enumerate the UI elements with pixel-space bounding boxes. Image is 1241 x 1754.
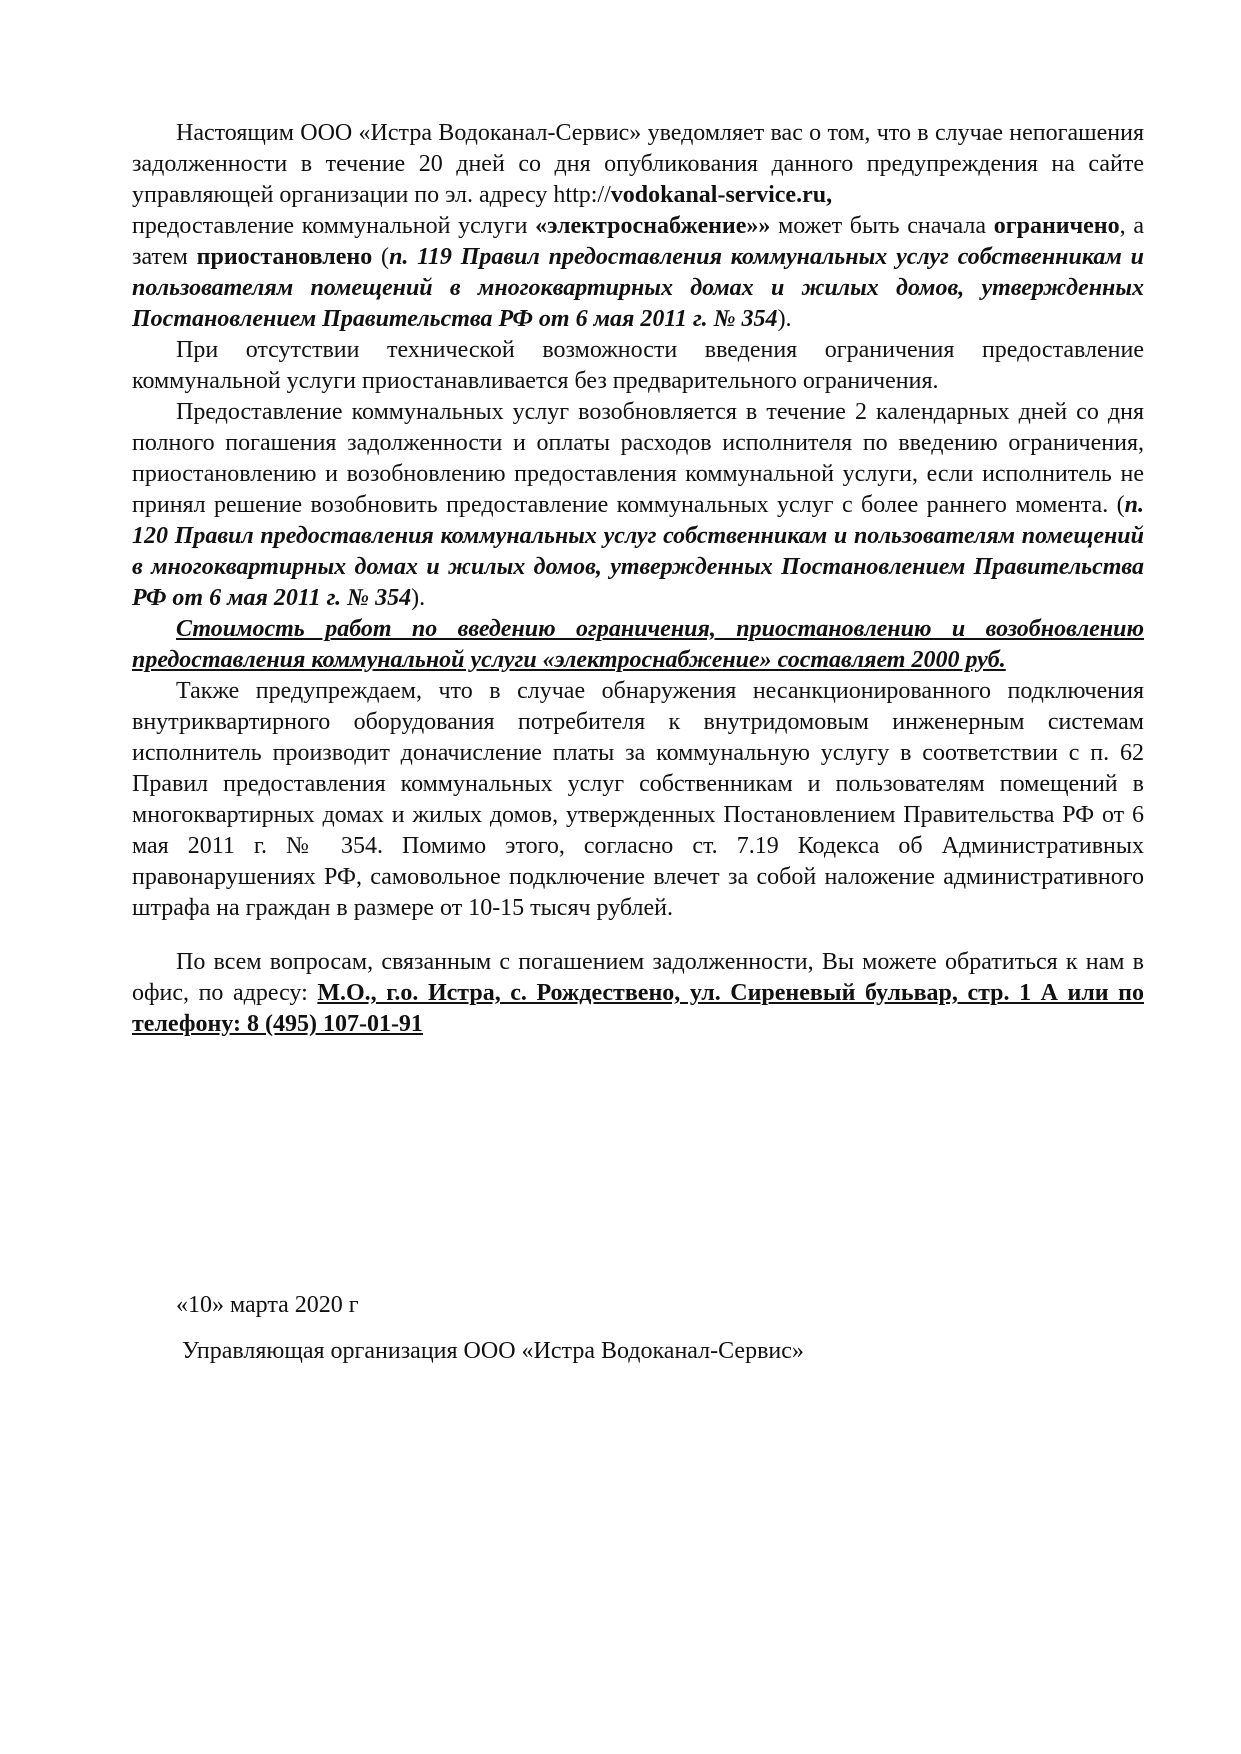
- rule-119-reference: п. 119 Правил предоставления коммунальных услуг собственникам и пользователям помещений в многоквартирных домах и жилых домов, утвержденных Постановлением Правительства РФ от 6 мая 2011 г. № 354: [132, 244, 1144, 332]
- paragraph-unauthorized-connection: [132, 676, 1144, 924]
- rule-120-reference: п. 120 Правил предоставления коммунальных услуг собственникам и пользователям помещений в многоквартирных домах и жилых домов, утвержденных Постановлением Правительства РФ от 6 мая 2011 г. № 354: [132, 492, 1144, 611]
- limitation-text-4: (: [372, 244, 390, 270]
- paragraph-contact: [132, 947, 1144, 1040]
- notice-body: [132, 118, 1144, 1040]
- cost-statement: Стоимость работ по введению ограничения, приостановлению и возобновлению предоставления коммунальной услуги «электроснабжение» составляет 2000 руб.: [132, 616, 1144, 673]
- office-address-phone: М.О., г.о. Истра, с. Рождествено, ул. Сиреневый бульвар, стр. 1 А или по телефону: 8 (495) 107-01-91: [132, 980, 1144, 1037]
- resumption-text-2: ).: [411, 585, 426, 611]
- limitation-text-5: ).: [777, 306, 792, 332]
- no-technical-text: При отсутствии технической возможности введения ограничения предоставление коммунальной услуги приостанавливается без предварительного ограничения.: [132, 337, 1144, 394]
- paragraph-service-limitation: [132, 211, 1144, 335]
- website-link[interactable]: vodokanal-service.ru,: [610, 182, 833, 208]
- paragraph-notice-intro: [132, 118, 1144, 211]
- suspended-word: приостановлено: [196, 244, 373, 270]
- limited-word: ограничено: [993, 213, 1120, 239]
- document-date: «10» марта 2020 г: [176, 1292, 359, 1318]
- contact-text: По всем вопросам, связанным с погашением задолженности, Вы можете обратиться к нам в офис, по адресу:: [132, 949, 1144, 1006]
- paragraph-cost: [132, 614, 1144, 676]
- unauthorized-text: Также предупреждаем, что в случае обнаружения несанкционированного подключения внутриквартирного оборудования потребителя к внутридомовым инженерным системам исполнитель производит доначисление платы за коммунальную услугу в соответствии с п. 62 Правил предоставления коммунальных услуг собственникам и пользователям помещений в многоквартирных домах и жилых домов, утвержденных Постановлением Правительства РФ от 6 мая 2011 г. № 354. Помимо этого, согласно ст. 7.19 Кодекса об Административных правонарушениях РФ, самовольное подключение влечет за собой наложение административного штрафа на граждан в размере от 10-15 тысяч рублей.: [132, 678, 1144, 921]
- paragraph-no-technical-possibility: [132, 335, 1144, 397]
- service-name: «электроснабжение»»: [535, 213, 771, 239]
- limitation-text-3: , а затем: [132, 213, 1144, 270]
- paragraph-resumption: [132, 397, 1144, 614]
- limitation-text-1: предоставление коммунальной услуги: [132, 213, 536, 239]
- resumption-text-1: Предоставление коммунальных услуг возобновляется в течение 2 календарных дней со дня полного погашения задолженности и оплаты расходов исполнителя по введению ограничения, приостановлению и возобновлению предоставления коммунальной услуги, если исполнитель не принял решение возобновить предоставление коммунальных услуг с более раннего момента. (: [132, 399, 1144, 518]
- limitation-text-2: может быть сначала: [770, 213, 994, 239]
- signature-line: Управляющая организация ООО «Истра Водоканал-Сервис»: [182, 1338, 804, 1364]
- intro-text: Настоящим ООО «Истра Водоканал-Сервис» уведомляет вас о том, что в случае непогашения задолженности в течение 20 дней со дня опубликования данного предупреждения на сайте управляющей организации по эл. адресу http://: [132, 120, 1144, 208]
